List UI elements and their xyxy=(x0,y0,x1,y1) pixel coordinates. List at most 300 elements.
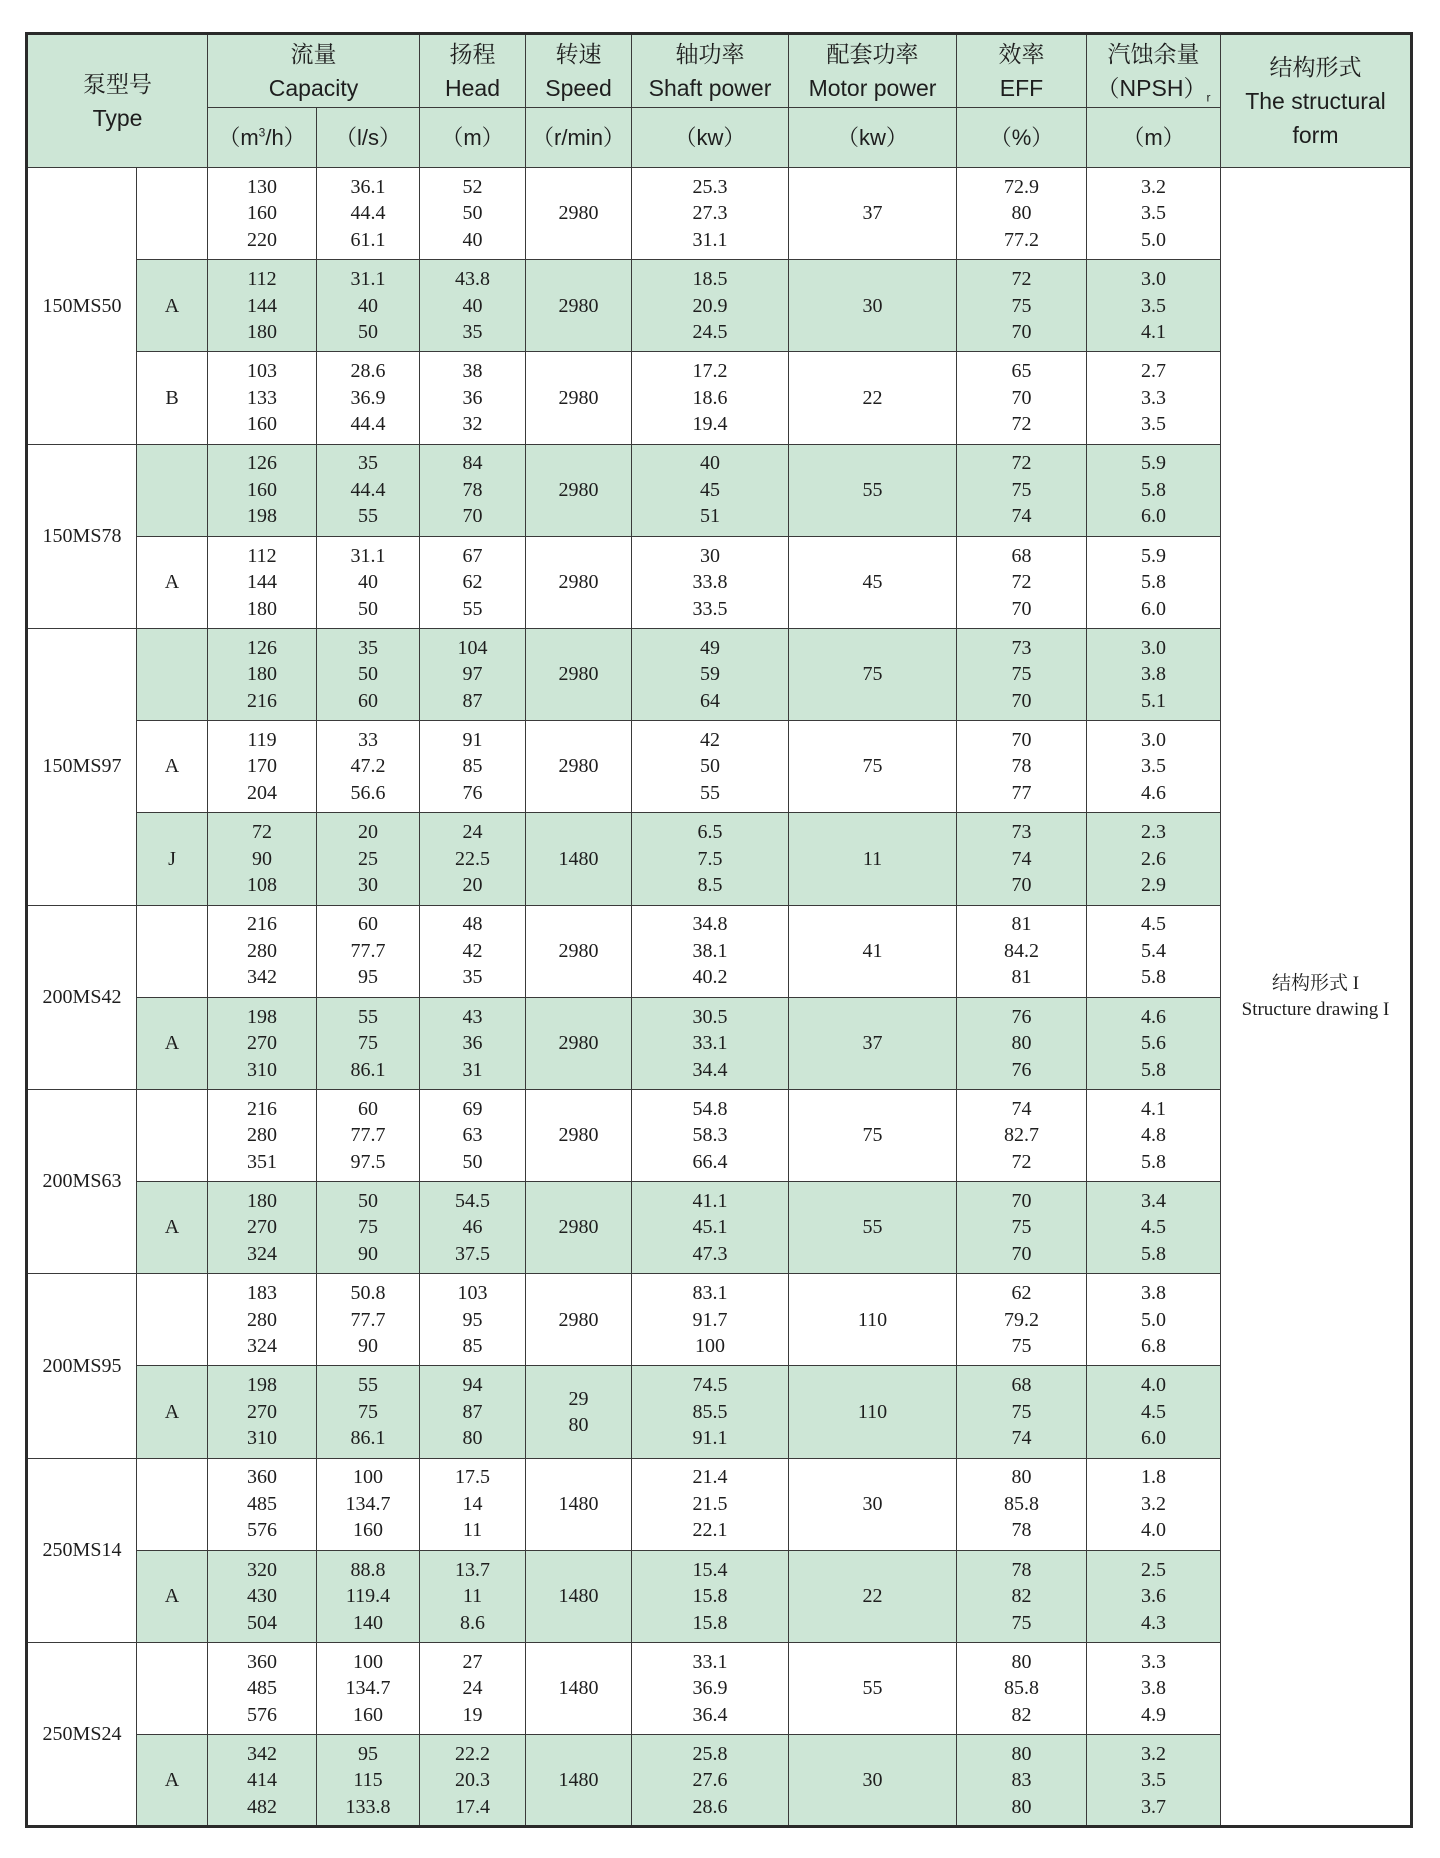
value: 43 xyxy=(462,1005,483,1028)
value: 86.1 xyxy=(350,1427,386,1450)
unit-npsh-m: （m） xyxy=(1087,108,1221,168)
value: 25.8 xyxy=(692,1742,728,1765)
value: 72.9 xyxy=(1004,175,1039,198)
value: 5.1 xyxy=(1141,689,1166,712)
shaft-power-cell xyxy=(632,1550,789,1642)
value: 50 xyxy=(358,663,378,686)
value: 2.9 xyxy=(1141,874,1166,897)
value: 72 xyxy=(1011,413,1032,436)
value: 36.1 xyxy=(350,175,386,198)
value: 70 xyxy=(462,505,483,528)
shaft-power-cell xyxy=(632,1274,789,1366)
value: 4.5 xyxy=(1141,913,1166,936)
value: 72 xyxy=(1011,1150,1032,1173)
motor-power-cell: 110 xyxy=(789,1274,957,1366)
motor-power-cell: 41 xyxy=(789,905,957,997)
value: 82 xyxy=(1011,1585,1032,1608)
value: 50.8 xyxy=(350,1282,386,1305)
eff-cell xyxy=(957,628,1087,720)
value: 33.1 xyxy=(692,1032,728,1055)
value: 4.1 xyxy=(1141,1097,1166,1120)
value: 576 xyxy=(247,1519,277,1542)
capacity-m3h-cell xyxy=(208,1366,317,1458)
value: 3.0 xyxy=(1141,268,1166,291)
value: 70 xyxy=(1011,728,1032,751)
value: 1480 xyxy=(558,847,599,870)
motor-power-cell: 11 xyxy=(789,813,957,905)
capacity-ls-cell xyxy=(317,1182,420,1274)
header-speed xyxy=(526,34,632,108)
value: 70 xyxy=(1011,1189,1032,1212)
eff-cell xyxy=(957,1274,1087,1366)
value: 5.8 xyxy=(1141,1242,1166,1265)
value: 204 xyxy=(247,781,277,804)
capacity-m3h-cell xyxy=(208,352,317,444)
value: 54.8 xyxy=(692,1097,728,1120)
shaft-power-cell xyxy=(632,1735,789,1827)
variant-cell xyxy=(137,1274,208,1366)
table-row xyxy=(27,905,1412,997)
value: 44.4 xyxy=(350,478,386,501)
value: 430 xyxy=(247,1585,277,1608)
capacity-ls-cell xyxy=(317,168,420,260)
value: 2.5 xyxy=(1141,1558,1166,1581)
eff-cell xyxy=(957,444,1087,536)
value: 40 xyxy=(462,294,483,317)
speed-cell xyxy=(526,1089,632,1181)
header-type-en: Type xyxy=(92,105,143,131)
value: 22.2 xyxy=(455,1742,490,1765)
value: 29 xyxy=(568,1387,589,1410)
npsh-cell xyxy=(1087,905,1221,997)
capacity-m3h-cell xyxy=(208,1089,317,1181)
value: 15.8 xyxy=(692,1585,728,1608)
value: 40.2 xyxy=(692,966,728,989)
value: 126 xyxy=(247,636,277,659)
motor-power-cell: 37 xyxy=(789,168,957,260)
value: 76 xyxy=(462,781,483,804)
value: 24 xyxy=(462,1677,483,1700)
head-cell xyxy=(420,997,526,1089)
motor-power-cell: 75 xyxy=(789,721,957,813)
value: 2980 xyxy=(558,1216,599,1239)
value: 280 xyxy=(247,1124,277,1147)
table-row xyxy=(27,536,1412,628)
table-row xyxy=(27,813,1412,905)
value: 35 xyxy=(462,321,483,344)
value: 33.8 xyxy=(692,571,728,594)
eff-cell xyxy=(957,168,1087,260)
capacity-ls-cell xyxy=(317,721,420,813)
value: 342 xyxy=(247,1742,277,1765)
value: 95 xyxy=(358,966,378,989)
value: 91.7 xyxy=(692,1308,728,1331)
motor-power-cell: 37 xyxy=(789,997,957,1089)
value: 72 xyxy=(252,821,272,844)
value: 70 xyxy=(1011,1242,1032,1265)
speed-cell xyxy=(526,1643,632,1735)
value: 2980 xyxy=(558,663,599,686)
value: 83 xyxy=(1011,1769,1032,1792)
value: 160 xyxy=(353,1519,383,1542)
table-body xyxy=(27,168,1412,1827)
head-cell xyxy=(420,813,526,905)
value: 2980 xyxy=(558,294,599,317)
value: 82 xyxy=(1011,1703,1032,1726)
shaft-power-cell xyxy=(632,1366,789,1458)
header-eff-zh: 效率 xyxy=(998,41,1045,67)
pump-type-cell: 150MS97 xyxy=(27,628,137,905)
value: 40 xyxy=(700,452,720,475)
value: 183 xyxy=(247,1282,277,1305)
npsh-cell xyxy=(1087,536,1221,628)
value: 67 xyxy=(462,544,483,567)
unit-ls: （l/s） xyxy=(317,108,420,168)
eff-cell xyxy=(957,1458,1087,1550)
value: 81 xyxy=(1011,913,1032,936)
value: 55 xyxy=(358,1374,378,1397)
value: 65 xyxy=(1011,360,1032,383)
header-speed-zh: 转速 xyxy=(555,41,602,67)
value: 3.0 xyxy=(1141,728,1166,751)
eff-cell xyxy=(957,1089,1087,1181)
value: 40 xyxy=(358,571,378,594)
motor-power-cell: 75 xyxy=(789,1089,957,1181)
npsh-cell xyxy=(1087,352,1221,444)
value: 46 xyxy=(462,1216,483,1239)
value: 90 xyxy=(358,1335,378,1358)
value: 75 xyxy=(1011,1216,1032,1239)
value: 75 xyxy=(1011,1335,1032,1358)
shaft-power-cell xyxy=(632,444,789,536)
capacity-ls-cell xyxy=(317,905,420,997)
value: 36 xyxy=(462,1032,483,1055)
eff-cell xyxy=(957,1735,1087,1827)
variant-cell xyxy=(137,905,208,997)
head-cell xyxy=(420,352,526,444)
value: 17.2 xyxy=(692,360,728,383)
value: 33.1 xyxy=(692,1650,728,1673)
unit-shaft-kw: （kw） xyxy=(632,108,789,168)
variant-cell: A xyxy=(137,721,208,813)
table-row xyxy=(27,1643,1412,1735)
value: 36.9 xyxy=(350,386,386,409)
value: 4.5 xyxy=(1141,1400,1166,1423)
value: 216 xyxy=(247,913,277,936)
value: 5.8 xyxy=(1141,1058,1166,1081)
value: 3.8 xyxy=(1141,1677,1166,1700)
value: 80 xyxy=(462,1427,483,1450)
motor-power-cell: 30 xyxy=(789,260,957,352)
value: 220 xyxy=(247,228,277,251)
value: 3.8 xyxy=(1141,663,1166,686)
capacity-ls-cell xyxy=(317,813,420,905)
value: 85.8 xyxy=(1004,1677,1039,1700)
table-row xyxy=(27,1550,1412,1642)
value: 72 xyxy=(1011,268,1032,291)
value: 75 xyxy=(1011,663,1032,686)
value: 79.2 xyxy=(1004,1308,1039,1331)
value: 84.2 xyxy=(1004,939,1039,962)
value: 42 xyxy=(700,728,720,751)
value: 22.1 xyxy=(692,1519,728,1542)
value: 95 xyxy=(358,1742,378,1765)
npsh-cell xyxy=(1087,1550,1221,1642)
value: 49 xyxy=(700,636,720,659)
eff-cell xyxy=(957,1182,1087,1274)
value: 85 xyxy=(462,755,483,778)
value: 11 xyxy=(462,1585,483,1608)
value: 5.4 xyxy=(1141,939,1166,962)
capacity-ls-cell xyxy=(317,1089,420,1181)
value: 170 xyxy=(247,755,277,778)
value: 68 xyxy=(1011,1374,1032,1397)
value: 74 xyxy=(1011,1427,1032,1450)
motor-power-cell: 30 xyxy=(789,1458,957,1550)
value: 2980 xyxy=(558,478,599,501)
value: 3.5 xyxy=(1141,1769,1166,1792)
value: 74 xyxy=(1011,847,1032,870)
speed-cell xyxy=(526,997,632,1089)
value: 70 xyxy=(1011,874,1032,897)
value: 31.1 xyxy=(350,544,386,567)
npsh-cell xyxy=(1087,997,1221,1089)
value: 15.8 xyxy=(692,1611,728,1634)
table-row xyxy=(27,997,1412,1089)
value: 50 xyxy=(358,1189,378,1212)
value: 310 xyxy=(247,1058,277,1081)
value: 5.6 xyxy=(1141,1032,1166,1055)
motor-power-cell: 110 xyxy=(789,1366,957,1458)
value: 51 xyxy=(700,505,720,528)
value: 103 xyxy=(247,360,277,383)
capacity-ls-cell xyxy=(317,997,420,1089)
value: 1.8 xyxy=(1141,1466,1166,1489)
value: 59 xyxy=(700,663,720,686)
value: 80 xyxy=(1011,1795,1032,1818)
value: 70 xyxy=(1011,321,1032,344)
table-row xyxy=(27,168,1412,260)
variant-cell xyxy=(137,628,208,720)
header-head xyxy=(420,34,526,108)
value: 20 xyxy=(462,874,483,897)
header-head-en: Head xyxy=(445,75,500,101)
value: 160 xyxy=(247,202,277,225)
variant-cell: A xyxy=(137,260,208,352)
shaft-power-cell xyxy=(632,813,789,905)
value: 91.1 xyxy=(692,1427,728,1450)
variant-cell: A xyxy=(137,997,208,1089)
value: 119 xyxy=(247,728,277,751)
head-cell xyxy=(420,905,526,997)
eff-cell xyxy=(957,536,1087,628)
value: 69 xyxy=(462,1097,483,1120)
speed-cell xyxy=(526,168,632,260)
value: 27 xyxy=(462,1650,483,1673)
variant-cell: A xyxy=(137,536,208,628)
capacity-m3h-cell xyxy=(208,1550,317,1642)
value: 4.5 xyxy=(1141,1216,1166,1239)
value: 28.6 xyxy=(692,1795,728,1818)
value: 24.5 xyxy=(692,321,728,344)
value: 52 xyxy=(462,175,483,198)
value: 80 xyxy=(1011,1466,1032,1489)
motor-power-cell: 75 xyxy=(789,628,957,720)
motor-power-cell: 55 xyxy=(789,444,957,536)
value: 77.7 xyxy=(350,939,386,962)
value: 77.7 xyxy=(350,1308,386,1331)
header-head-zh: 扬程 xyxy=(449,41,496,67)
head-cell xyxy=(420,1366,526,1458)
table-row xyxy=(27,1366,1412,1458)
value: 38 xyxy=(462,360,483,383)
value: 34.4 xyxy=(692,1058,728,1081)
value: 112 xyxy=(247,268,277,291)
value: 77.2 xyxy=(1004,228,1039,251)
value: 47.3 xyxy=(692,1242,728,1265)
header-motor-power-en: Motor power xyxy=(808,75,937,101)
shaft-power-cell xyxy=(632,536,789,628)
value: 40 xyxy=(358,294,378,317)
value: 180 xyxy=(247,321,277,344)
capacity-m3h-cell xyxy=(208,1182,317,1274)
value: 31 xyxy=(462,1058,483,1081)
value: 21.4 xyxy=(692,1466,728,1489)
value: 4.9 xyxy=(1141,1703,1166,1726)
eff-cell xyxy=(957,1366,1087,1458)
value: 3.2 xyxy=(1141,175,1166,198)
value: 6.8 xyxy=(1141,1335,1166,1358)
speed-cell xyxy=(526,352,632,444)
value: 100 xyxy=(353,1466,383,1489)
head-cell xyxy=(420,1458,526,1550)
table-row xyxy=(27,444,1412,536)
capacity-ls-cell xyxy=(317,1458,420,1550)
value: 130 xyxy=(247,175,277,198)
motor-power-cell: 22 xyxy=(789,352,957,444)
capacity-ls-cell xyxy=(317,444,420,536)
value: 2980 xyxy=(558,1032,599,1055)
value: 37.5 xyxy=(455,1242,490,1265)
value: 2980 xyxy=(558,202,599,225)
npsh-cell xyxy=(1087,1089,1221,1181)
value: 44.4 xyxy=(350,202,386,225)
variant-cell: J xyxy=(137,813,208,905)
header-structure-en1: The structural xyxy=(1245,88,1386,114)
value: 119.4 xyxy=(345,1585,391,1608)
value: 351 xyxy=(247,1150,277,1173)
value: 115 xyxy=(353,1769,383,1792)
variant-cell: A xyxy=(137,1735,208,1827)
value: 3.0 xyxy=(1141,636,1166,659)
header-shaft-power-en: Shaft power xyxy=(648,75,772,101)
value: 34.8 xyxy=(692,913,728,936)
header-eff xyxy=(957,34,1087,108)
value: 126 xyxy=(247,452,277,475)
speed-cell xyxy=(526,444,632,536)
table-row xyxy=(27,1182,1412,1274)
value: 2980 xyxy=(558,755,599,778)
speed-cell xyxy=(526,628,632,720)
speed-cell xyxy=(526,1735,632,1827)
value: 2.3 xyxy=(1141,821,1166,844)
value: 62 xyxy=(462,571,483,594)
value: 62 xyxy=(1011,1282,1032,1305)
value: 3.8 xyxy=(1141,1282,1166,1305)
value: 270 xyxy=(247,1400,277,1423)
value: 160 xyxy=(247,413,277,436)
value: 5.8 xyxy=(1141,1150,1166,1173)
value: 133.8 xyxy=(345,1795,391,1818)
table-row xyxy=(27,721,1412,813)
value: 100 xyxy=(695,1335,725,1358)
shaft-power-cell xyxy=(632,260,789,352)
value: 20 xyxy=(358,821,378,844)
value: 6.0 xyxy=(1141,1427,1166,1450)
value: 97 xyxy=(462,663,483,686)
value: 3.6 xyxy=(1141,1585,1166,1608)
value: 85 xyxy=(462,1335,483,1358)
value: 103 xyxy=(457,1282,488,1305)
value: 160 xyxy=(247,478,277,501)
speed-cell xyxy=(526,1366,632,1458)
value: 80 xyxy=(568,1414,589,1437)
value: 84 xyxy=(462,452,483,475)
value: 54.5 xyxy=(455,1189,490,1212)
value: 22.5 xyxy=(455,847,490,870)
npsh-cell xyxy=(1087,1458,1221,1550)
speed-cell xyxy=(526,536,632,628)
shaft-power-cell xyxy=(632,997,789,1089)
motor-power-cell: 30 xyxy=(789,1735,957,1827)
speed-cell xyxy=(526,1550,632,1642)
speed-cell xyxy=(526,1182,632,1274)
value: 91 xyxy=(462,728,483,751)
value: 1480 xyxy=(558,1492,599,1515)
value: 3.7 xyxy=(1141,1795,1166,1818)
npsh-cell xyxy=(1087,168,1221,260)
value: 36.9 xyxy=(692,1677,728,1700)
value: 88.8 xyxy=(350,1558,386,1581)
table-row xyxy=(27,1089,1412,1181)
speed-cell xyxy=(526,260,632,352)
capacity-m3h-cell xyxy=(208,628,317,720)
value: 144 xyxy=(247,294,277,317)
npsh-cell xyxy=(1087,813,1221,905)
value: 134.7 xyxy=(345,1677,391,1700)
unit-eff-pct: （%） xyxy=(957,108,1087,168)
eff-cell xyxy=(957,813,1087,905)
value: 3.4 xyxy=(1141,1189,1166,1212)
value: 75 xyxy=(358,1032,378,1055)
eff-cell xyxy=(957,905,1087,997)
head-cell xyxy=(420,168,526,260)
eff-cell xyxy=(957,1643,1087,1735)
shaft-power-cell xyxy=(632,1458,789,1550)
value: 80 xyxy=(1011,202,1032,225)
pump-type-cell: 150MS78 xyxy=(27,444,137,628)
value: 140 xyxy=(353,1611,383,1634)
value: 324 xyxy=(247,1335,277,1358)
table-row xyxy=(27,1458,1412,1550)
motor-power-cell: 55 xyxy=(789,1643,957,1735)
value: 5.8 xyxy=(1141,478,1166,501)
value: 3.2 xyxy=(1141,1492,1166,1515)
value: 3.3 xyxy=(1141,1650,1166,1673)
value: 76 xyxy=(1011,1058,1032,1081)
value: 180 xyxy=(247,1189,277,1212)
value: 11 xyxy=(462,1519,483,1542)
